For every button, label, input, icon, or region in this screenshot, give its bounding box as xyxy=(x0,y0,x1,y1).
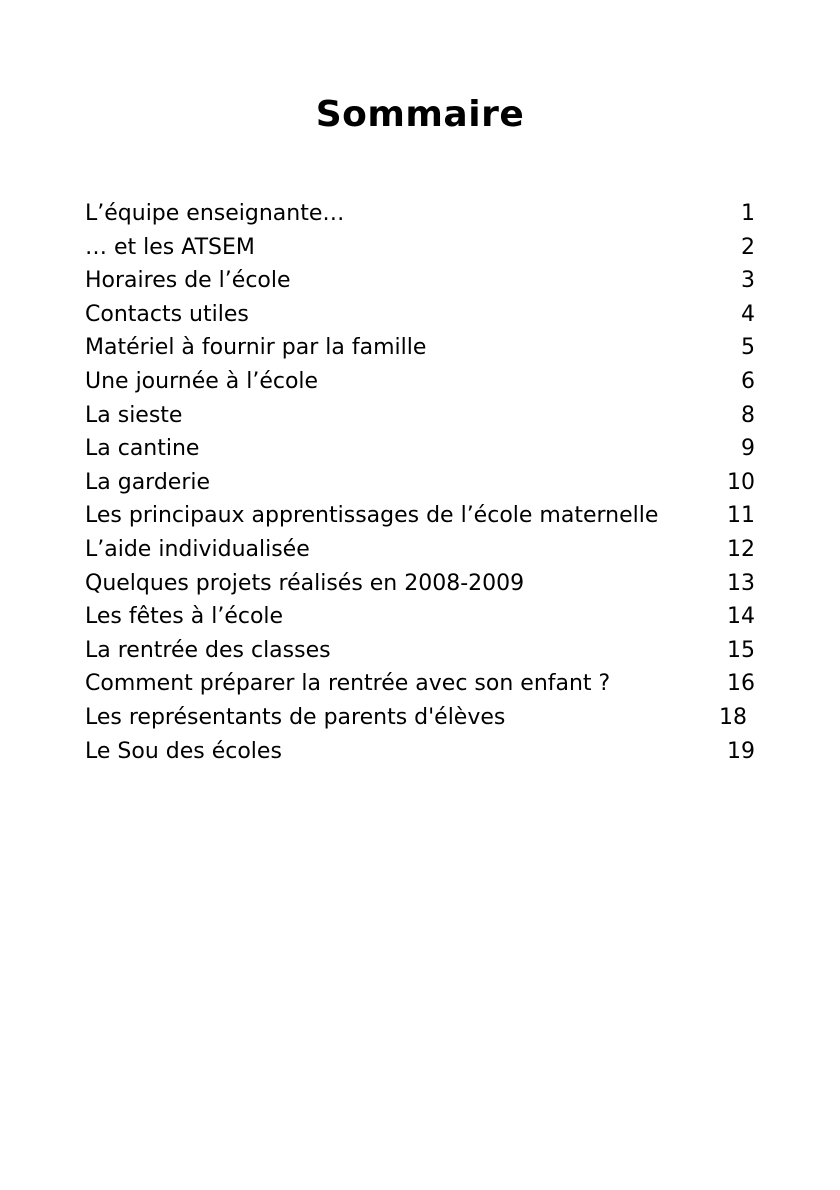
toc-entry-page: 1 xyxy=(741,201,755,226)
toc-entry xyxy=(85,298,755,332)
toc-entry xyxy=(85,231,755,265)
toc-entry-page: 9 xyxy=(741,436,755,462)
toc-entry xyxy=(85,600,755,634)
toc-entry-page: 3 xyxy=(741,268,755,294)
toc-entry-label: Horaires de l’école xyxy=(85,268,291,294)
toc-entry xyxy=(85,567,755,601)
toc-entry-label: Quelques projets réalisés en 2008-2009 xyxy=(85,570,525,596)
page-title: Sommaire xyxy=(315,94,525,135)
toc-entry-label: Les fêtes à l’école xyxy=(85,604,284,630)
toc-entry-page: 13 xyxy=(727,570,755,596)
toc-entry-label: La garderie xyxy=(85,469,211,495)
toc-entry xyxy=(85,735,755,769)
toc-entry-label: La rentrée des classes xyxy=(85,637,331,663)
toc-entry-label: Le Sou des écoles xyxy=(85,738,282,764)
toc-entry-page: 11 xyxy=(727,503,755,529)
toc-entry xyxy=(85,701,755,735)
toc-entry-page: 18 xyxy=(719,704,747,730)
toc-entry-label: Les principaux apprentissages de l’école maternelle xyxy=(85,503,659,529)
toc-entry xyxy=(85,331,755,365)
toc-entry xyxy=(85,432,755,466)
table-of-contents xyxy=(85,197,755,768)
toc-entry-page: 2 xyxy=(741,234,755,260)
toc-entry-label: Comment préparer la rentrée avec son enfant ? xyxy=(85,671,611,697)
toc-entry-page: 8 xyxy=(741,402,755,428)
toc-entry-label: La cantine xyxy=(85,436,200,462)
toc-entry-page: 15 xyxy=(727,637,755,663)
toc-entry xyxy=(85,499,755,533)
toc-entry-page: 14 xyxy=(727,604,755,630)
toc-entry-page: 10 xyxy=(727,469,755,495)
toc-entry-label: Une journée à l’école xyxy=(85,368,319,394)
toc-entry-page: 19 xyxy=(727,738,755,764)
toc-entry xyxy=(85,264,755,298)
toc-entry-label: L’équipe enseignante… xyxy=(85,201,345,226)
toc-entry-label: L’aide individualisée xyxy=(85,536,310,562)
toc-entry xyxy=(85,466,755,500)
toc-entry-label: Contacts utiles xyxy=(85,301,249,327)
toc-entry xyxy=(85,667,755,701)
toc-entry-page: 16 xyxy=(727,671,755,697)
toc-entry-label: … et les ATSEM xyxy=(85,234,255,260)
toc-entry xyxy=(85,533,755,567)
toc-entry xyxy=(85,197,755,231)
toc-entry-page: 12 xyxy=(727,536,755,562)
toc-entry xyxy=(85,634,755,668)
toc-entry xyxy=(85,399,755,433)
toc-entry-page: 6 xyxy=(741,368,755,394)
toc-entry-page: 4 xyxy=(741,301,755,327)
toc-entry-page: 5 xyxy=(741,335,755,361)
toc-entry xyxy=(85,365,755,399)
toc-entry-label: La sieste xyxy=(85,402,183,428)
toc-entry-label: Les représentants de parents d'élèves xyxy=(85,704,506,730)
toc-entry-label: Matériel à fournir par la famille xyxy=(85,335,427,361)
